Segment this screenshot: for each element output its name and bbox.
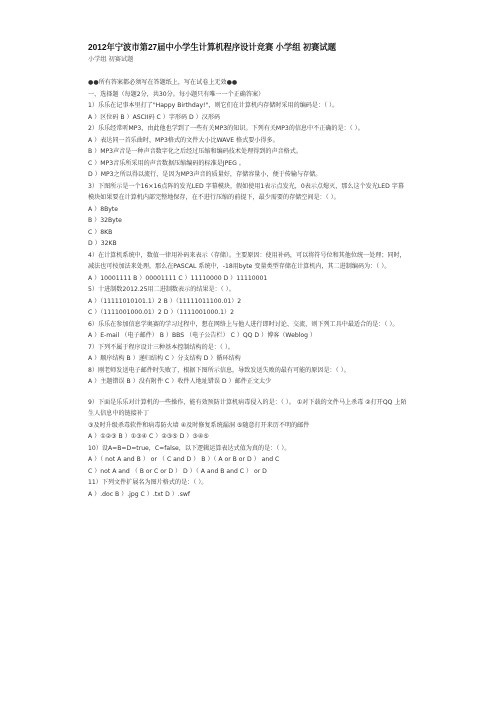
paragraph: C ）not A and （ B or C or D ） D ）（ A and B and C ） or D xyxy=(88,467,267,475)
paragraph: 6）乐乐在参加信息学奥赛的学习过程中，想在网络上与他人进行即时讨论、交流，则下列工具中最适合的是：（ ）。 xyxy=(88,320,399,328)
paragraph: 1）乐乐在记事本里打了"Happy Birthday!"，则它们在计算机内存储时采用的编码是：（ ）。 xyxy=(88,102,339,109)
paragraph: 10）设A=B=D=true，C=false，以下逻辑运算表达式值为真的是：（ ）。 xyxy=(88,444,291,452)
paragraph: 11）下列文件扩展名为图片格式的是：（ ）。 xyxy=(88,479,208,486)
document-subtitle: 小学组 初赛试题 xyxy=(88,56,134,63)
paragraph: B ）32Byte xyxy=(88,217,122,224)
paragraph: 7）下列不属于程序设计三种基本控制结构的是：（ ）。 xyxy=(88,343,234,351)
paragraph: A ）表达同一首乐曲时，MP3格式的文件大小比WAVE 格式要小得多。 xyxy=(88,136,279,144)
paragraph: D ）MP3之所以得以流行，是因为MP3声音的质量好，存储容量小，便于传输与存储。 xyxy=(88,171,322,178)
paragraph: A ）10001111 B ）00001111 C ）11110000 D ）11110001 xyxy=(88,274,268,282)
paragraph: C ）（1111001000.01）2 D ）（1111001000.1）2 xyxy=(88,309,235,316)
paragraph: ●●所有答案都必须写在答题纸上，写在试卷上无效●● xyxy=(88,79,238,86)
document-body xyxy=(88,77,408,500)
paragraph: A ）顺序结构 B ）递归结构 C ）分支结构 D ）循环结构 xyxy=(88,355,241,362)
paragraph: 4）在计算机系统中，数值一律用补码来表示（存储）。主要原因：使用补码，可以将符号位和其他位统一处理；同时，减法也可按加法来处理。那么在PASCAL 系统中，-18用byte 变量类型存储在计算机内，其二进制编码为：（ ）。 xyxy=(88,251,406,270)
paragraph: A ）（ not A and B ） or （ C and D ） B ）（ A or B or D ） and C xyxy=(88,456,280,463)
paragraph: A ）主题错误 B ）没有附件 C ）收件人地址错误 D ）邮件正文太少 xyxy=(88,378,272,385)
paragraph: A ）8Byte xyxy=(88,205,119,213)
paragraph: B ）MP3声音是一种声音数字化之后经过压缩和编码技术处理得到的声音格式。 xyxy=(88,148,302,155)
paragraph: C ）MP3音乐所采用的声音数据压缩编码的标准是JPEG 。 xyxy=(88,159,245,167)
paragraph: 5）十进制数2012.25用二进制数表示的结果是：（ ）。 xyxy=(88,286,235,293)
paragraph: A ）.doc B ）.jpg C ）.txt D ）.swf xyxy=(88,490,191,498)
paragraph: A ）E-mail （电子邮件） B ）BBS （电子公告栏） C ）QQ D ）博客（Weblog ） xyxy=(88,332,317,339)
paragraph-gap xyxy=(88,388,408,397)
paragraph: ③及时升级杀毒软件和病毒防火墙 ④及时修复系统漏洞 ⑤随意打开来历不明的邮件 xyxy=(88,421,310,429)
paragraph: D ）32KB xyxy=(88,240,117,247)
paragraph: 一、选择题（每题2分，共30分。每小题只有唯一一个正确答案） xyxy=(88,90,265,98)
document-title: 2012年宁波市第27届中小学生计算机程序设计竞赛 小学组 初赛试题 xyxy=(88,42,337,52)
paragraph: A ）区位码 B ）ASCII码 C ）字形码 D ）汉形码 xyxy=(88,113,221,121)
paragraph: 2）乐乐经常听MP3，由此他也学到了一些有关MP3的知识。下列有关MP3的信息中不正确的是：（ ）。 xyxy=(88,125,364,132)
paragraph: C ）8KB xyxy=(88,228,113,236)
paragraph: 9）下面是乐乐对计算机的一些操作，能有效预防计算机病毒侵入的是：（ ）。 ①对下载的文件马上杀毒 ②打开QQ 上陌生人信息中的链接补丁 xyxy=(88,398,407,417)
paragraph: 8）刚老师发送电子邮件时失败了，根据下图所示信息，导致发送失败的最有可能的原因是：（ ）。 xyxy=(88,366,350,374)
paragraph: A ）（11111010101.1）2 B ）（11111011100.01）2 xyxy=(88,297,242,305)
paragraph: 3）下图所示是一个16×16点阵的发光LED 字幕模块，假如使用1表示点发光，0表示点熄灭，那么这个发光LED 字幕模块如果要在计算机内部完整地保存，在不进行压缩的前提下，最少需要的存储空间是：（ ）。 xyxy=(88,182,404,201)
paragraph: A ）①②③ B ）①③④ C ）②③⑤ D ）③④⑤ xyxy=(88,433,209,440)
